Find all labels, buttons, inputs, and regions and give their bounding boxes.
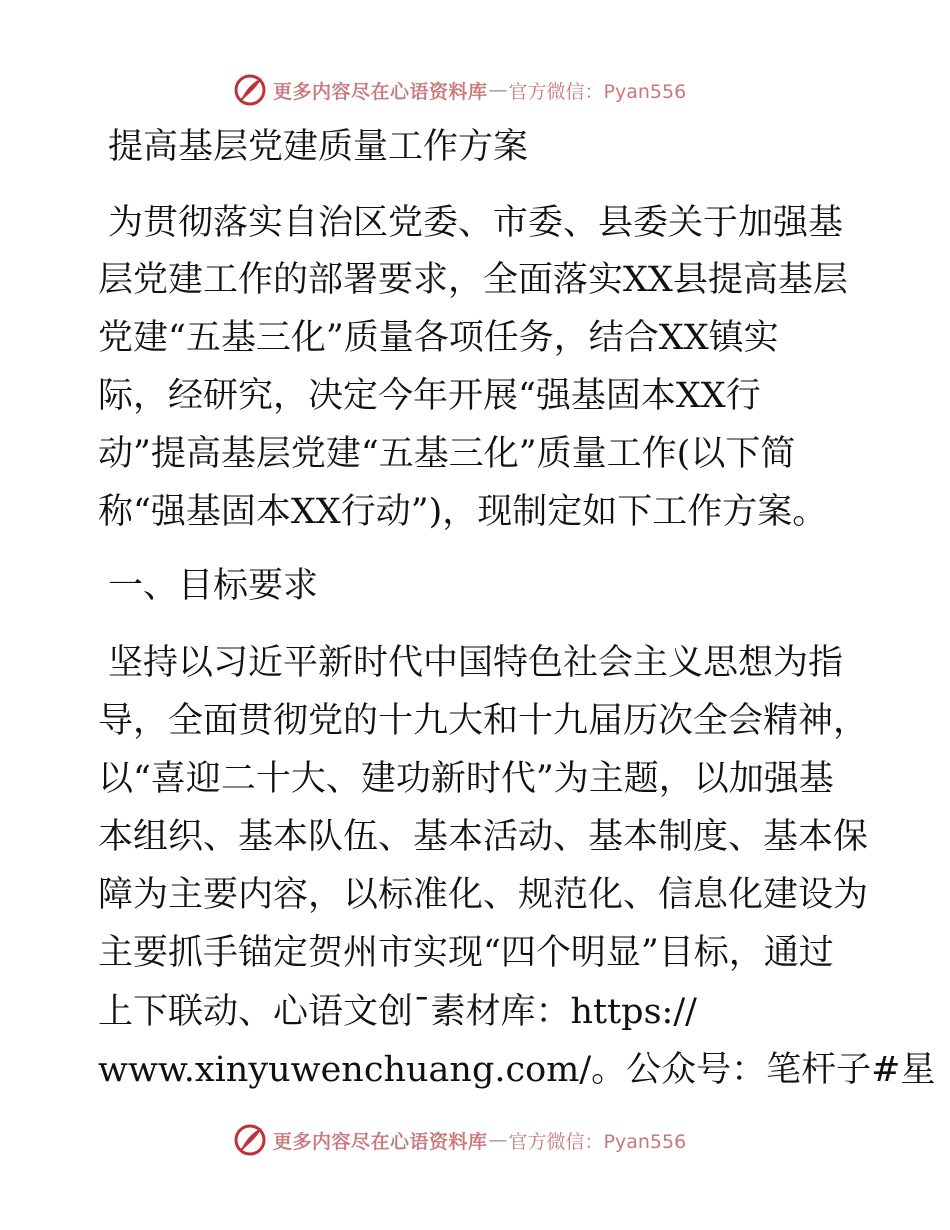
paragraph-line: 层党建工作的部署要求，全面落实XX县提高基层 <box>98 260 848 300</box>
paragraph-line: www.xinyuwenchuang.com/。公众号：笔杆子#星 <box>98 1050 936 1090</box>
banner-dash: — <box>488 1129 508 1151</box>
banner-dash: — <box>488 79 508 101</box>
footer-banner <box>233 1122 686 1158</box>
feather-circle-logo-icon <box>233 73 267 107</box>
banner-site-text: 更多内容尽在心语资料库 <box>273 1130 488 1153</box>
paragraph-line: 称“强基固本XX行动”)，现制定如下工作方案。 <box>98 492 828 532</box>
banner-site-text: 更多内容尽在心语资料库 <box>273 80 488 103</box>
paragraph-line: 本组织、基本队伍、基本活动、基本制度、基本保 <box>98 817 869 857</box>
paragraph-line: 坚持以习近平新时代中国特色社会主义思想为指 <box>108 643 844 683</box>
document-title: 提高基层党建质量工作方案 <box>108 127 529 167</box>
header-banner <box>233 72 686 108</box>
paragraph-line: 主要抓手锚定贺州市实现“四个明显”目标，通过 <box>98 933 834 973</box>
paragraph-line: 际，经研究，决定今年开展“强基固本XX行 <box>98 376 761 416</box>
section-heading: 一、目标要求 <box>108 566 319 606</box>
banner-contact-text: 官方微信：Pyan556 <box>508 1130 687 1153</box>
paragraph-line: 为贯彻落实自治区党委、市委、县委关于加强基 <box>108 203 844 243</box>
paragraph-line: 上下联动、心语文创¯素材库：https:// <box>98 992 697 1032</box>
feather-circle-logo-icon <box>233 1123 267 1157</box>
banner-contact-text: 官方微信：Pyan556 <box>508 80 687 103</box>
paragraph-line: 导，全面贯彻党的十九大和十九届历次全会精神， <box>98 701 869 741</box>
paragraph-line: 障为主要内容，以标准化、规范化、信息化建设为 <box>98 875 869 915</box>
paragraph-line: 以“喜迎二十大、建功新时代”为主题，以加强基 <box>98 759 834 799</box>
paragraph-line: 党建“五基三化”质量各项任务，结合XX镇实 <box>98 318 779 358</box>
paragraph-line: 动”提高基层党建“五基三化”质量工作(以下简 <box>98 434 796 474</box>
